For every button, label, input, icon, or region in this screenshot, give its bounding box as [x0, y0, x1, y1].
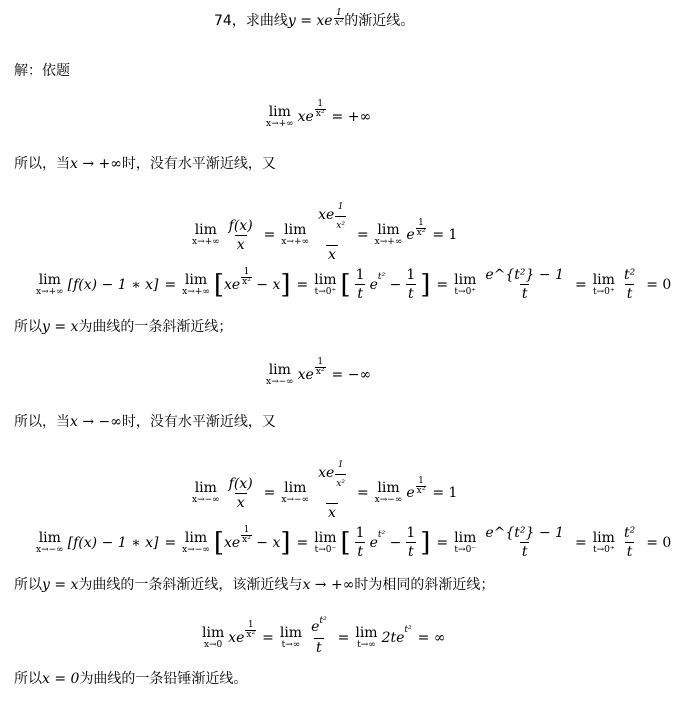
- text-slant-asymptote-1: 所以y = x为曲线的一条斜渐近线；: [14, 319, 233, 335]
- title-suffix: 的渐近线。: [344, 13, 415, 29]
- result-pinf: = +∞: [331, 108, 372, 125]
- text-slant-asymptote-2: 所以y = x为曲线的一条斜渐近线，该渐近线与x → +∞时为相同的斜渐近线；: [14, 577, 495, 593]
- slope-limit-minf: lim x→−∞ $\frac{f(x)}{x}$ = lim x→−∞ xe $\frac{1}{\text{x²}}$ x = lim x→−∞ e $\frac{1}{\text{x²}}$ = 1: [192, 460, 458, 521]
- limit-minf: lim x→−∞ xe $\frac{1}{\text{x²}}$ = −∞: [266, 357, 372, 387]
- text-no-horizontal-minf: 所以，当x → −∞时，没有水平渐近线，又: [14, 414, 276, 430]
- slope-limit-pinf: lim x→+∞ $\frac{f(x)}{x}$ = lim x→+∞ xe $\frac{1}{\text{x²}}$ x = lim x→+∞ e $\frac{1}{\text{x²}}$ = 1: [192, 202, 458, 263]
- intercept-limit-pinf: lim x→+∞ [f(x) − 1 ∗ x] = lim x→+∞ [ xe $\frac{1}{\text{x²}}$ − x ] = lim t→0⁺ [ $\frac{1}{t}$ e t² − $\frac{1}{t}$ ] = lim t→0⁺ $\frac{\text{e\textasciicircum{}\{t²\} − 1}}{t}$ = lim t→0⁺ $\frac{\text{t²}}{t}$ = 0: [36, 267, 672, 302]
- limit-pinf: lim x→+∞ xe $\frac{1}{\text{x²}}$ = +∞: [266, 99, 372, 129]
- lim-operator: lim x→+∞: [266, 103, 294, 129]
- intercept-limit-minf: lim x→−∞ [f(x) − 1 ∗ x] = lim x→−∞ [ xe $\frac{1}{\text{x²}}$ − x ] = lim t→0⁻ [ $\frac{1}{t}$ e t² − $\frac{1}{t}$ ] = lim t→0⁻ $\frac{\text{e\textasciicircum{}\{t²\} − 1}}{t}$ = lim t→0⁺ $\frac{\text{t²}}{t}$ = 0: [36, 525, 672, 560]
- text-no-horizontal-pinf: 所以，当x → +∞时，没有水平渐近线，又: [14, 156, 276, 172]
- solution-intro: 解：依题: [14, 63, 70, 79]
- title-prefix: 74，求曲线: [214, 13, 288, 29]
- text-vertical-asymptote: 所以x = 0为曲线的一条铅锤渐近线。: [14, 671, 248, 687]
- problem-title: [214, 8, 415, 38]
- vertical-limit: lim x→0 xe $\frac{1}{\text{x²}}$ = lim t→∞ $\frac{\text{et²}}{t}$ = lim t→∞ 2te t² = ∞: [202, 616, 446, 656]
- curve-equation: y = xe $\frac{1}{\text{x²}}$: [287, 8, 344, 29]
